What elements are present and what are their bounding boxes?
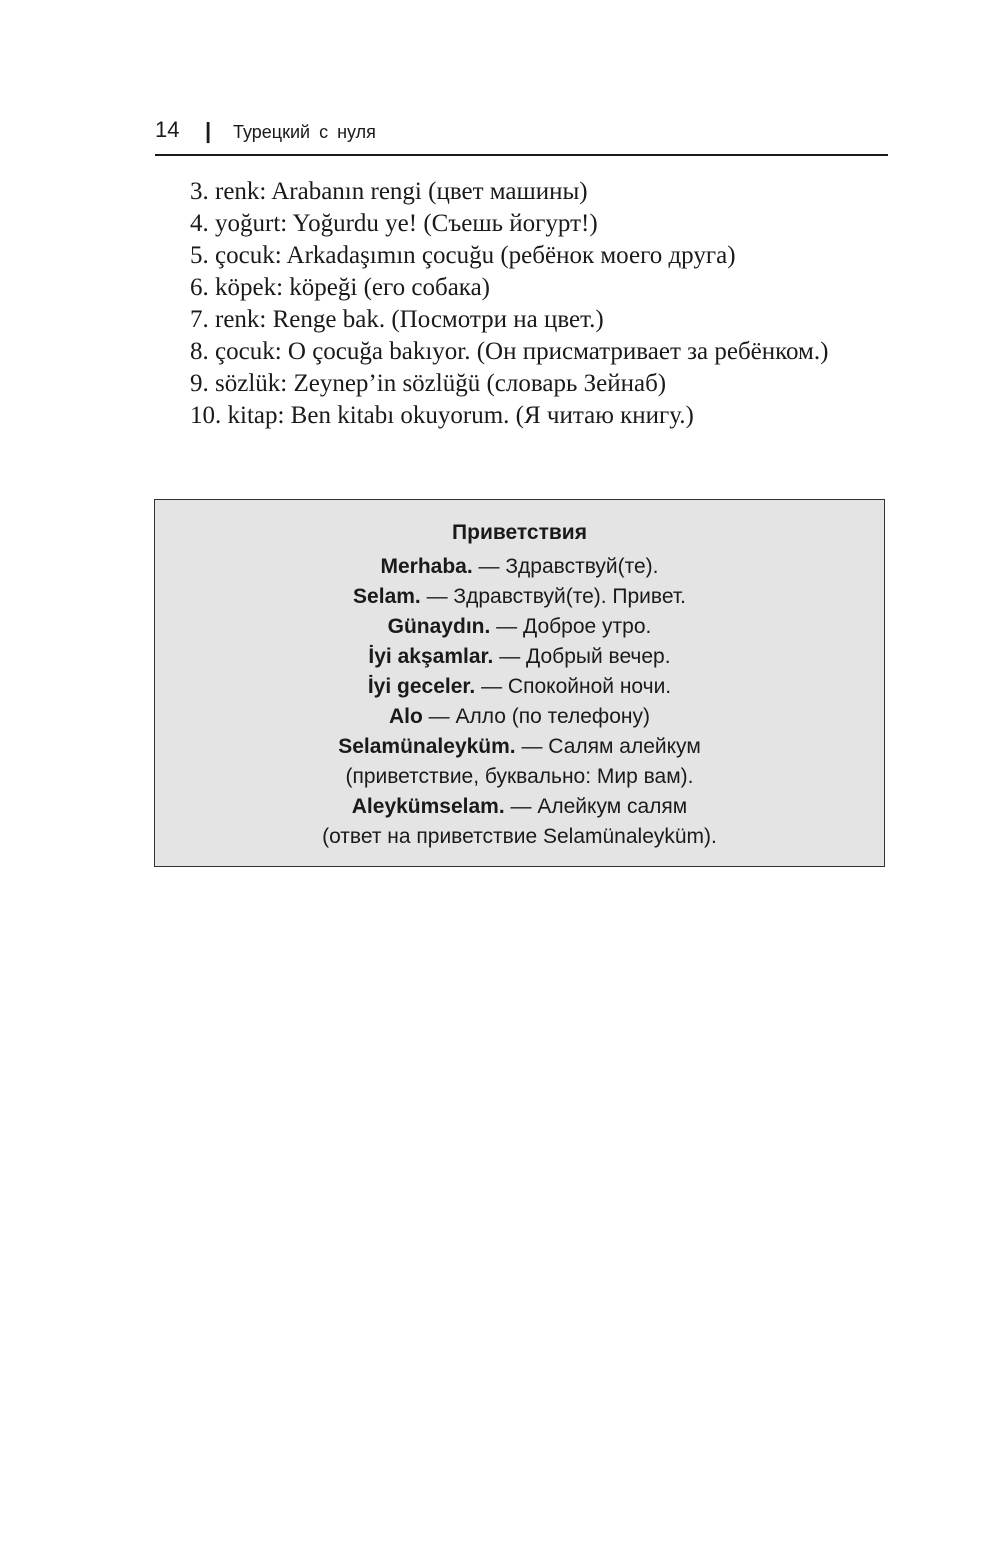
item-text: çocuk: O çocuğa bakıyor. (Он присматривает за ребёнком.) [215,338,829,365]
list-item [155,400,888,432]
list-item [155,272,888,304]
greeting-note [155,762,884,792]
greeting-line [155,792,884,822]
greeting-line [155,582,884,612]
greeting-term: İyi akşamlar. [368,645,494,668]
greetings-box [154,499,885,867]
greeting-term: Günaydın. [387,615,491,638]
greeting-line [155,612,884,642]
greeting-term: Alo [389,705,423,728]
list-item [155,304,888,336]
box-title: Приветствия [452,521,587,544]
greeting-translation: (ответ на приветствие Selamünaleyküm). [322,825,717,848]
list-item [155,208,888,240]
greeting-line [155,672,884,702]
item-text: kitap: Ben kitabı okuyorum. (Я читаю книгу.) [227,402,694,429]
greeting-line [155,702,884,732]
greeting-term: Selamünaleyküm. [338,735,516,758]
item-text: renk: Renge bak. (Посмотри на цвет.) [215,306,604,333]
greeting-term: İyi geceler. [367,675,476,698]
greeting-translation: — Добрый вечер. [493,645,671,668]
item-number: 7. [190,306,209,333]
greeting-translation: — Доброе утро. [490,615,652,638]
greeting-line [155,642,884,672]
item-number: 4. [190,210,209,237]
list-item [155,336,888,368]
list-item [155,240,888,272]
greeting-line [155,732,884,762]
item-text: sözlük: Zeynep’in sözlüğü (словарь Зейнаб) [215,370,667,397]
greeting-translation: — Здравствуй(те). Привет. [420,585,686,608]
list-item [155,368,888,400]
page-number: 14 [155,117,180,142]
item-number: 8. [190,338,209,365]
page-header [155,116,888,156]
greeting-term: Aleykümselam. [351,795,505,818]
greeting-translation: — Спокойной ночи. [475,675,672,698]
greeting-translation: — Салям алейкум [515,735,701,758]
greeting-translation: (приветствие, буквально: Мир вам). [345,765,694,788]
header-separator: | [205,118,212,143]
item-text: renk: Arabanın rengi (цвет машины) [215,178,588,205]
item-number: 10. [190,402,222,429]
greeting-note [155,822,884,852]
item-number: 5. [190,242,209,269]
item-text: yoğurt: Yoğurdu ye! (Съешь йогурт!) [215,210,598,237]
greeting-term: Merhaba. [380,555,473,578]
greeting-translation: — Здравствуй(те). [472,555,659,578]
item-text: çocuk: Arkadaşımın çocuğu (ребёнок моего друга) [215,242,736,269]
greeting-term: Selam. [353,585,421,608]
item-text: köpek: köpeği (его собака) [215,274,490,301]
greeting-translation: — Алейкум салям [504,795,688,818]
item-number: 3. [190,178,209,205]
exercise-answer-list [155,176,888,432]
item-number: 9. [190,370,209,397]
greeting-translation: — Алло (по телефону) [422,705,650,728]
greeting-line [155,552,884,582]
item-number: 6. [190,274,209,301]
list-item [155,176,888,208]
running-title: Турецкий с нуля [233,122,376,142]
